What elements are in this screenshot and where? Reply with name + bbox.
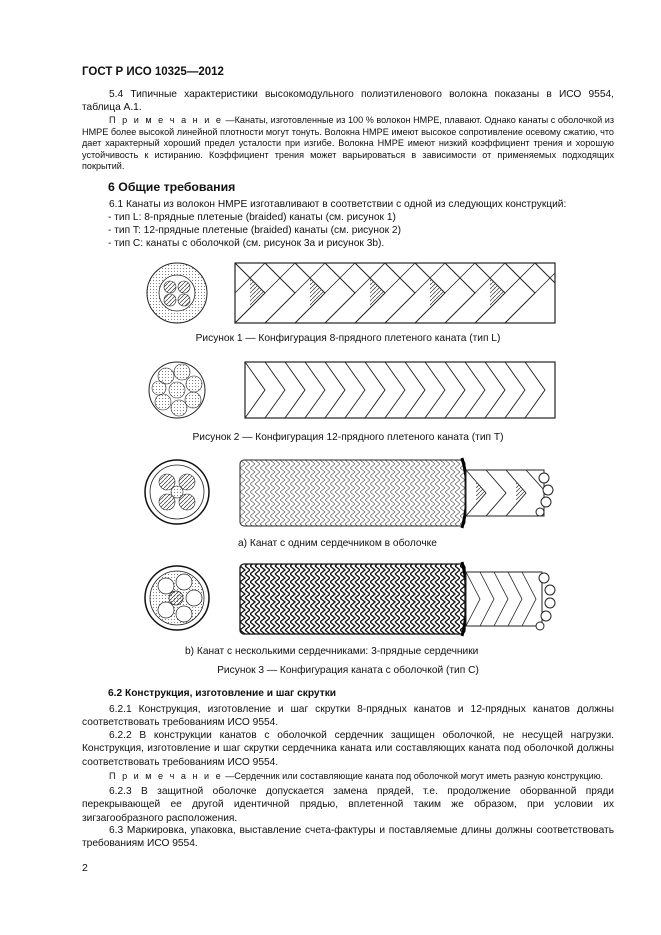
figure-3-caption: Рисунок 3 — Конфигурация каната с оболочкой (тип C) bbox=[217, 665, 479, 676]
figure-2-12-strand-rope bbox=[140, 352, 560, 427]
list-item-type-t: - тип T: 12-прядные плетеные (braided) канаты (см. рисунок 2) bbox=[108, 225, 401, 236]
rope-side-view-multi-core bbox=[240, 562, 555, 636]
figure-3b-subcaption: b) Канат с несколькими сердечниками: 3-прядные сердечники bbox=[185, 646, 479, 657]
paragraph-6-2-2: 6.2.2 В конструкции канатов с оболочкой сердечник защищен оболочкой, не несущей нагрузки. Конструкция, изготовление и шаг скрутки сердечника каната или составляющих каната под оболочкой должны соответствовать требованиям ИСО 9554. bbox=[82, 730, 614, 768]
note-text: —Сердечник или составляющие каната под оболочкой могут иметь разную конструкцию. bbox=[222, 771, 604, 781]
note-2 bbox=[82, 771, 614, 783]
paragraph-6-3: 6.3 Маркировка, упаковка, выставление счета-фактуры и поставляемые длины должны соответствовать требованиям ИСО 9554. bbox=[82, 825, 614, 850]
figure-3b-multi-core-rope bbox=[140, 558, 570, 640]
paragraph-6-1: 6.1 Канаты из волокон HMPE изготавливают в соответствии с одной из следующих конструкций: bbox=[109, 199, 567, 210]
figure-3a-subcaption: а) Канат с одним сердечником в оболочке bbox=[238, 538, 437, 549]
paragraph-6-2-3: 6.2.3 В защитной оболочке допускается замена прядей, т.е. продолжение оборванной пряди перекрывающей ее другой идентичной прядью, вплетенной таким же образом, при условии их зигзагообразного расположения. bbox=[82, 786, 614, 824]
list-item-type-l: - тип L: 8-прядные плетеные (braided) канаты (см. рисунок 1) bbox=[108, 212, 396, 223]
rope-side-view-8 bbox=[235, 263, 555, 323]
rope-cross-section-12 bbox=[149, 362, 205, 418]
section-6-2-heading: 6.2 Конструкция, изготовление и шаг скрутки bbox=[108, 688, 337, 699]
rope-side-view-single-core bbox=[240, 458, 553, 528]
page-number: 2 bbox=[82, 862, 88, 874]
figure-1-caption: Рисунок 1 — Конфигурация 8-прядного плетеного каната (тип L) bbox=[195, 333, 501, 344]
document-header: ГОСТ Р ИСО 10325—2012 bbox=[82, 66, 224, 78]
paragraph-5-4: 5.4 Типичные характеристики высокомодульного полиэтиленового волокна показаны в ИСО 9554, таблица А.1. bbox=[82, 89, 614, 114]
note-text: —Канаты, изготовленные из 100 % волокон HMPE, плавают. Однако канаты с оболочкой из HMPE более высокой линейной плотности могут тонуть. Волокна HMPE имеют высокое сопротивление осевому сжатию, что дает характерный хороший предел усталости при изгибе. Волокна HMPE имеют низкий коэффициент трения и хорошую устойчивость к истиранию. Коэффициент трения может варьироваться в зависимости от применяемых подходящих покрытий. bbox=[82, 115, 614, 172]
rope-cross-section-multi-core bbox=[145, 566, 209, 630]
rope-cross-section-8 bbox=[147, 263, 207, 323]
rope-side-view-12 bbox=[245, 362, 555, 418]
rope-cross-section-single-core bbox=[145, 460, 209, 524]
figure-2-caption: Рисунок 2 — Конфигурация 12-прядного плетеного каната (тип T) bbox=[192, 432, 504, 443]
figure-3a-single-core-rope bbox=[140, 452, 570, 534]
note-1 bbox=[82, 115, 614, 173]
paragraph-6-2-1: 6.2.1 Конструкция, изготовление и шаг скрутки 8-прядных канатов и 12-прядных канатов должны соответствовать требованиям ИСО 9554. bbox=[82, 704, 614, 729]
note-label: П р и м е ч а н и е bbox=[109, 115, 223, 125]
list-item-type-c: - тип C: канаты с оболочкой (см. рисунок 3а и рисунок 3b). bbox=[108, 238, 385, 249]
figure-1-8-strand-rope bbox=[140, 255, 560, 330]
section-6-heading: 6 Общие требования bbox=[108, 180, 236, 194]
note-label: П р и м е ч а н и е bbox=[109, 771, 223, 781]
